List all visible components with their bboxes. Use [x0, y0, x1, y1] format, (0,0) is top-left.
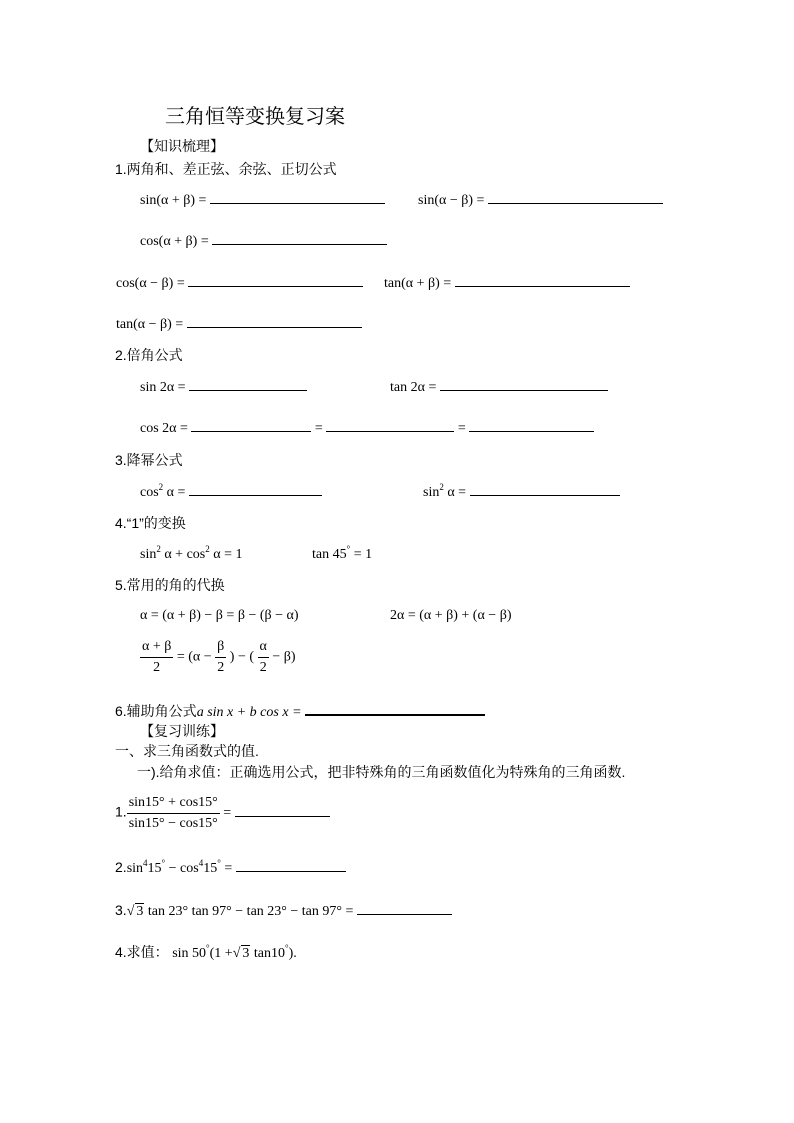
formula-auxiliary-angle: [115, 702, 485, 722]
formula-text: cos 2α =: [140, 421, 188, 436]
formula-sin-sq: [423, 483, 620, 502]
numerator: sin15° + cos15°: [127, 793, 220, 814]
practice-heading: 一、求三角函数式的值.: [115, 743, 259, 759]
formula-text: tan 45: [312, 547, 347, 562]
answer-blank[interactable]: [189, 378, 307, 391]
denominator: 2: [259, 660, 267, 675]
section-heading-practice: 【复习训练】: [140, 723, 224, 739]
formula-text: =: [220, 861, 233, 876]
formula-cos-sq: [140, 483, 322, 502]
answer-blank[interactable]: [188, 274, 363, 287]
formula-text: cos: [140, 485, 159, 500]
formula-cos-sum: [140, 232, 387, 251]
fraction: [215, 637, 226, 678]
formula-text: α =: [447, 485, 467, 500]
formula-tan45: [312, 546, 372, 564]
question-1: [115, 793, 330, 834]
degree-sign: °: [346, 544, 351, 554]
question-number: 2.: [115, 859, 127, 875]
exponent: 4: [198, 858, 204, 868]
formula-substitution-3: [140, 637, 296, 678]
formula-text: a sin x + b cos x =: [196, 705, 302, 720]
equals-sign: =: [314, 421, 323, 436]
denominator: 2: [217, 660, 225, 675]
heading-sum-diff: 1.两角和、差正弦、余弦、正切公式: [115, 161, 337, 177]
formula-text: cos(α − β) =: [116, 276, 185, 291]
formula-text: = (α −: [176, 649, 212, 665]
formula-text: tan(α + β) =: [384, 276, 452, 291]
denominator: 2: [153, 660, 161, 675]
radicand: 3: [242, 946, 250, 961]
formula-pythagorean: [140, 546, 242, 564]
heading-angle-substitution: 5.常用的角的代换: [115, 577, 225, 593]
answer-blank[interactable]: [440, 378, 608, 391]
radicand: 3: [136, 904, 144, 919]
formula-sin2a: [140, 378, 307, 397]
formula-text: ).: [288, 946, 297, 961]
formula-text: 15: [203, 861, 218, 876]
heading-power-reduction: 3.降幂公式: [115, 452, 183, 468]
question-2: [115, 858, 346, 878]
answer-blank[interactable]: [191, 419, 311, 432]
formula-text: ) − (: [229, 649, 255, 665]
heading-double-angle: 2.倍角公式: [115, 347, 183, 363]
exponent: 2: [156, 544, 161, 554]
formula-text: sin(α − β) =: [418, 193, 485, 208]
formula-substitution-1: α = (α + β) − β = β − (β − α): [140, 608, 299, 623]
exponent: 2: [439, 482, 444, 492]
formula-text: α =: [166, 485, 186, 500]
answer-blank[interactable]: [326, 419, 454, 432]
degree-sign: °: [285, 943, 289, 953]
exponent: 4: [143, 858, 148, 868]
answer-blank[interactable]: [187, 315, 362, 328]
degree-sign: °: [217, 858, 221, 868]
numerator: α + β: [140, 637, 173, 658]
formula-text: cos(α + β) =: [140, 234, 209, 249]
answer-blank[interactable]: [305, 702, 485, 716]
formula-substitution-2: 2α = (α + β) + (α − β): [390, 608, 512, 623]
formula-text: = 1: [350, 547, 373, 562]
answer-blank[interactable]: [455, 274, 630, 287]
formula-text: tan 2α =: [390, 380, 437, 395]
question-number: 4.求值：: [115, 944, 169, 960]
formula-cos-diff: [116, 274, 363, 293]
numerator: β: [215, 637, 226, 658]
formula-tan-diff: [116, 315, 362, 334]
exponent: 2: [158, 482, 164, 492]
formula-text: sin 50: [172, 946, 207, 961]
practice-subheading: 一).给角求值：正确选用公式，把非特殊角的三角函数值化为特殊角的三角函数.: [137, 764, 626, 780]
formula-text: sin: [140, 547, 157, 562]
formula-text: sin 2α =: [140, 380, 186, 395]
question-3: 3.√ 3 tan 23° tan 97° − tan 23° − tan 97° =: [115, 901, 452, 921]
fraction: [258, 637, 269, 678]
answer-blank[interactable]: [235, 804, 330, 817]
formula-text: (1 +: [209, 946, 233, 961]
question-number: 3.: [115, 902, 127, 918]
fraction: [140, 637, 173, 678]
degree-sign: °: [206, 943, 210, 953]
formula-cos2a: [140, 419, 594, 438]
formula-text: 15: [147, 861, 162, 876]
answer-blank[interactable]: [469, 419, 594, 432]
question-4: 4.求值： sin 50°(1 +√ 3 tan10°).: [115, 943, 297, 961]
section-heading-knowledge: 【知识梳理】: [140, 138, 224, 154]
formula-text: − cos: [165, 861, 199, 876]
equals-sign: =: [457, 421, 466, 436]
numerator: α: [258, 637, 269, 658]
formula-text: sin: [126, 861, 144, 876]
answer-blank[interactable]: [470, 483, 620, 496]
formula-text: − β): [272, 649, 296, 665]
answer-blank[interactable]: [212, 232, 387, 245]
answer-blank[interactable]: [236, 859, 346, 872]
formula-text: tan 23° tan 97° − tan 23° − tan 97° =: [147, 904, 354, 919]
denominator: sin15° − cos15°: [128, 816, 218, 831]
answer-blank[interactable]: [488, 191, 663, 204]
heading-auxiliary-angle: 6.辅助角公式: [115, 703, 197, 719]
formula-text: sin(α + β) =: [140, 193, 207, 208]
answer-blank[interactable]: [210, 191, 385, 204]
question-number: 1.: [115, 803, 127, 820]
formula-text: α + cos: [164, 547, 206, 562]
formula-sin-diff: [418, 191, 663, 210]
degree-sign: °: [161, 858, 166, 868]
formula-tan2a: [390, 378, 608, 397]
heading-one-transform: 4.“1”的变换: [115, 515, 186, 531]
formula-text: tan10: [253, 946, 285, 961]
formula-text: α = 1: [213, 547, 243, 562]
formula-text: sin: [423, 485, 440, 500]
page-title: 三角恒等变换复习案: [165, 106, 345, 128]
answer-blank[interactable]: [357, 902, 452, 915]
formula-text: tan(α − β) =: [116, 317, 184, 332]
fraction: [127, 793, 220, 834]
answer-blank[interactable]: [189, 483, 322, 496]
exponent: 2: [205, 544, 210, 554]
equals-sign: =: [223, 805, 232, 821]
formula-tan-sum: [384, 274, 630, 293]
formula-sin-sum: [140, 191, 385, 210]
